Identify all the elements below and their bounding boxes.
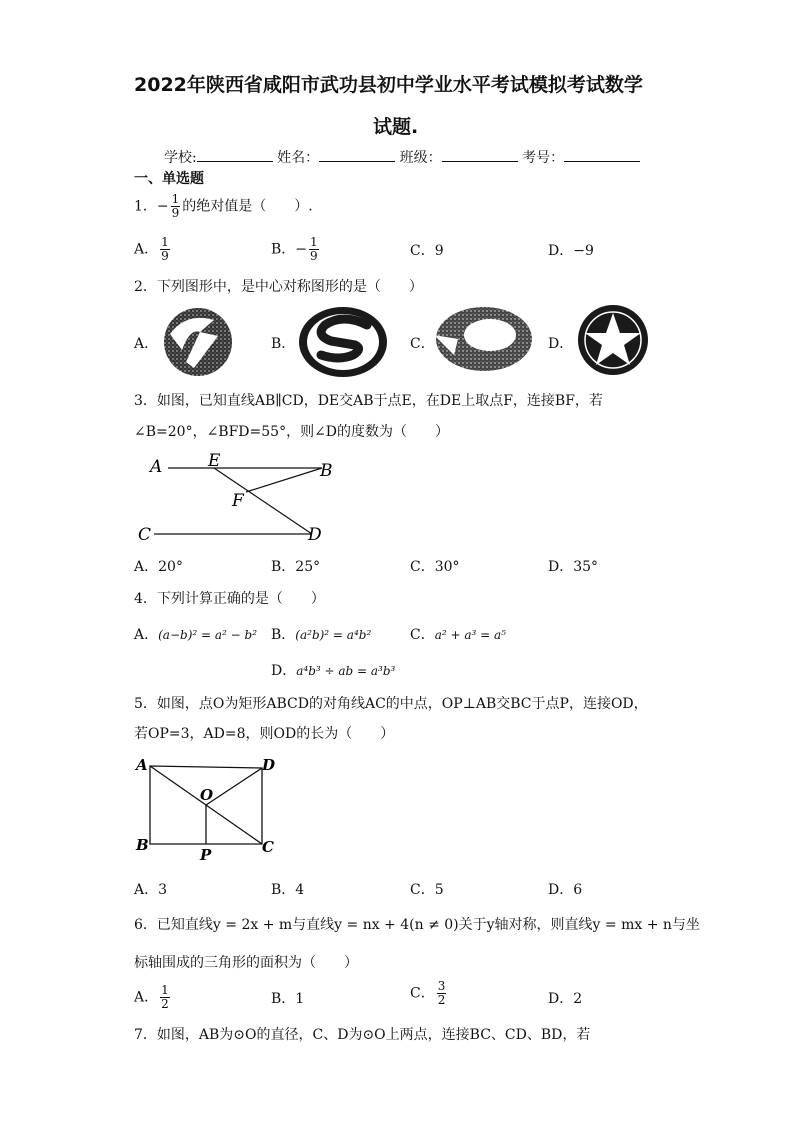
label-a: A <box>136 756 148 774</box>
q5-option-a[interactable]: A．3 <box>134 882 168 898</box>
line-de <box>214 468 312 534</box>
label-b: B <box>320 461 333 481</box>
school-label: 学校: <box>164 150 197 166</box>
document-title-line1: 2022年陕西省咸阳市武功县初中学业水平考试模拟考试数学 <box>134 74 643 96</box>
q1-option-d[interactable]: D．−9 <box>548 243 594 259</box>
segment-od <box>206 768 262 805</box>
question-7-line1: 7．如图，AB为⊙O的直径，C、D为⊙O上两点，连接BC、CD、BD，若 <box>134 1027 591 1043</box>
q6-option-c[interactable]: C． $\frac{3}{2}$ <box>410 979 446 1007</box>
q1-option-c[interactable]: C．9 <box>410 243 444 259</box>
q3-option-d[interactable]: D．35° <box>548 559 599 575</box>
exam-no-blank[interactable] <box>564 149 640 162</box>
q1-text: 的绝对值是（ ）. <box>182 198 313 215</box>
label-c: C <box>262 838 274 856</box>
label-f: F <box>232 491 244 511</box>
label-o: O <box>200 786 214 804</box>
student-info-line <box>164 147 640 167</box>
q3-figure <box>134 448 354 548</box>
q1-fraction: $\frac{1}{9}$ <box>171 192 180 220</box>
q5-figure <box>130 752 280 864</box>
q4-option-b[interactable]: B．(a²b)² = a⁴b² <box>271 627 372 643</box>
q5-option-c[interactable]: C．5 <box>410 882 444 898</box>
q3-option-a[interactable]: A．20° <box>134 559 183 575</box>
section-heading: 一、单选题 <box>134 171 204 187</box>
school-blank[interactable] <box>197 149 273 162</box>
name-blank[interactable] <box>319 149 395 162</box>
q3-option-b[interactable]: B．25° <box>271 559 321 575</box>
label-d: D <box>262 756 276 774</box>
question-6-line1: 6．已知直线y = 2x + m与直线y = nx + 4(n ≠ 0)关于y轴对称，则直线y = mx + n与坐 <box>134 917 700 933</box>
q1-number: 1． <box>134 198 157 215</box>
question-4: 4．下列计算正确的是（ ） <box>134 591 325 607</box>
line-bf <box>246 468 322 492</box>
class-label: 班级： <box>399 150 442 166</box>
document-title-line2: 试题. <box>373 116 419 138</box>
q1-neg-sign: − <box>156 198 169 215</box>
name-label: 姓名： <box>277 150 320 166</box>
q6-option-d[interactable]: D．2 <box>548 991 583 1007</box>
q6-option-b[interactable]: B．1 <box>271 991 305 1007</box>
q2-option-a-label[interactable]: A． <box>134 336 159 352</box>
label-p: P <box>200 846 212 864</box>
q4-option-d[interactable]: D．a⁴b³ ÷ ab = a³b³ <box>271 663 396 679</box>
label-e: E <box>208 451 221 471</box>
question-1 <box>134 193 313 220</box>
q4-option-a[interactable]: A．(a−b)² = a² − b² <box>134 627 258 643</box>
exam-no-label: 考号： <box>522 150 565 166</box>
question-2: 2．下列图形中，是中心对称图形的是（ ） <box>134 279 423 295</box>
q2-figure-a <box>160 306 236 378</box>
q2-figure-c <box>434 305 534 373</box>
q2-option-b-label[interactable]: B． <box>271 336 296 352</box>
q1-option-b[interactable]: B．− $\frac{1}{9}$ <box>271 235 318 263</box>
question-5-line1: 5．如图，点O为矩形ABCD的对角线AC的中点，OP⊥AB交BC于点P，连接OD， <box>134 696 648 712</box>
label-b: B <box>136 836 149 854</box>
class-blank[interactable] <box>442 149 518 162</box>
q5-option-b[interactable]: B．4 <box>271 882 305 898</box>
question-3-line1: 3．如图，已知直线AB∥CD，DE交AB于点E，在DE上取点F，连接BF，若 <box>134 393 603 409</box>
q2-figure-b <box>297 305 389 379</box>
q2-figure-d <box>576 303 650 377</box>
q2-option-d-label[interactable]: D． <box>548 336 574 352</box>
label-d: D <box>308 525 322 545</box>
question-5-line2: 若OP=3，AD=8，则OD的长为（ ） <box>134 726 395 742</box>
q5-option-d[interactable]: D．6 <box>548 882 583 898</box>
question-3-line2: ∠B=20°，∠BFD=55°，则∠D的度数为（ ） <box>134 424 450 440</box>
q3-option-c[interactable]: C．30° <box>410 559 460 575</box>
label-a: A <box>150 457 163 477</box>
q4-option-c[interactable]: C．a² + a³ = a⁵ <box>410 627 506 643</box>
q2-option-c-label[interactable]: C． <box>410 336 435 352</box>
q6-option-a[interactable]: A． $\frac{1}{2}$ <box>134 983 169 1011</box>
q1-option-a[interactable]: A． $\frac{1}{9}$ <box>134 235 169 263</box>
question-6-line2: 标轴围成的三角形的面积为（ ） <box>134 955 358 971</box>
label-c: C <box>138 525 152 545</box>
